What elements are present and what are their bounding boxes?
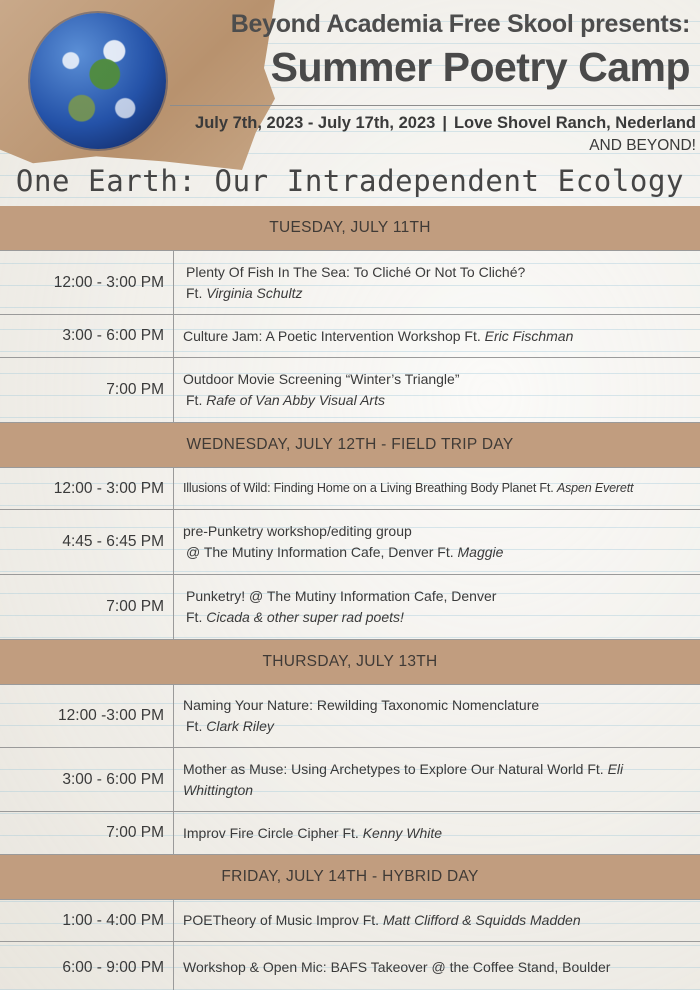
event-title: Improv Fire Circle Cipher Ft.: [183, 824, 359, 841]
event-description: [174, 685, 700, 747]
table-row: [0, 467, 700, 510]
facilitator-name: Cicada & other super rad poets!: [206, 609, 404, 625]
event-description: [174, 942, 700, 990]
and-beyond-text: AND BEYOND!: [589, 137, 696, 154]
event-time: 12:00 -3:00 PM: [0, 685, 174, 747]
event-facilitator: [183, 390, 696, 411]
event-description: [174, 468, 700, 509]
event-description: [174, 575, 700, 639]
day-header-wednesday: WEDNESDAY, JULY 12TH - FIELD TRIP DAY: [0, 423, 700, 467]
event-dates: July 7th, 2023 - July 17th, 2023: [195, 114, 436, 132]
table-row: [0, 748, 700, 812]
event-title-line: [183, 910, 696, 931]
facilitator-name: Rafe of Van Abby Visual Arts: [206, 392, 385, 408]
table-row: [0, 315, 700, 358]
facilitator-name: Maggie: [457, 544, 504, 560]
table-row: [0, 358, 700, 423]
event-title: Outdoor Movie Screening “Winter’s Triangle”: [183, 371, 460, 387]
event-time: 7:00 PM: [0, 575, 174, 639]
event-title: Workshop & Open Mic: BAFS Takeover @ the Coffee Stand, Boulder: [183, 959, 611, 975]
facilitator-name: Aspen Everett: [556, 481, 634, 495]
ft-prefix: @ The Mutiny Information Cafe, Denver Ft.: [186, 544, 454, 560]
ft-prefix: Ft.: [186, 392, 203, 408]
event-facilitator: [183, 716, 696, 737]
table-row: [0, 942, 700, 990]
event-description: [174, 510, 700, 574]
event-description: [174, 812, 700, 854]
facilitator-name: Eli: [607, 760, 624, 777]
facilitator-name: Virginia Schultz: [206, 284, 303, 301]
ft-prefix: Ft.: [186, 718, 203, 734]
day-header-tuesday: TUESDAY, JULY 11TH: [0, 206, 700, 250]
event-time: 12:00 - 3:00 PM: [0, 251, 174, 314]
event-location: Love Shovel Ranch, Nederland: [453, 114, 696, 132]
event-title: Naming Your Nature: Rewilding Taxonomic Nomenclature: [183, 697, 540, 713]
event-time: 6:00 - 9:00 PM: [0, 942, 174, 990]
theme-heading: One Earth: Our Intradependent Ecology: [15, 164, 685, 198]
table-row: [0, 684, 700, 748]
facilitator-name-continued: Whittington: [183, 781, 254, 798]
ft-prefix: Ft.: [186, 609, 203, 625]
event-title: Plenty Of Fish In The Sea: To Cliché Or Not To Cliché?: [186, 263, 526, 280]
table-row: [0, 575, 700, 640]
event-title-line: [183, 326, 696, 347]
event-description: [174, 748, 700, 811]
event-description: [174, 251, 700, 314]
day-header-thursday: THURSDAY, JULY 13TH: [0, 640, 700, 684]
event-description: [174, 358, 700, 422]
event-description: [174, 315, 700, 357]
event-time: 3:00 - 6:00 PM: [0, 315, 174, 357]
event-time: 1:00 - 4:00 PM: [0, 900, 174, 941]
event-title: pre-Punketry workshop/editing group: [183, 523, 412, 539]
presenter-line: Beyond Academia Free Skool presents:: [230, 10, 690, 38]
event-title: Culture Jam: A Poetic Intervention Workshop Ft.: [183, 327, 481, 344]
ft-prefix: Ft.: [186, 284, 203, 301]
event-title: POETheory of Music Improv Ft.: [183, 912, 380, 928]
event-time: 12:00 - 3:00 PM: [0, 468, 174, 509]
event-title: Punketry! @ The Mutiny Information Cafe, Denver: [186, 588, 497, 604]
header-divider: [170, 105, 700, 106]
facilitator-name: Eric Fischman: [484, 327, 574, 344]
event-title-line: [183, 759, 696, 780]
event-time: 7:00 PM: [0, 358, 174, 422]
event-facilitator: [183, 607, 696, 628]
facilitator-name: Kenny White: [362, 824, 443, 841]
event-title-continued: [183, 780, 696, 801]
event-title: Illusions of Wild: Finding Home on a Living Breathing Body Planet Ft.: [183, 481, 554, 495]
schedule-table: [0, 206, 700, 990]
day-header-friday: FRIDAY, JULY 14TH - HYBRID DAY: [0, 855, 700, 899]
table-row: [0, 899, 700, 942]
table-row: [0, 812, 700, 855]
page-title: Summer Poetry Camp: [270, 44, 690, 90]
dates-separator: |: [442, 114, 447, 132]
event-title-line: [183, 823, 696, 844]
earth-globe-icon: [30, 13, 166, 149]
event-time: 4:45 - 6:45 PM: [0, 510, 174, 574]
event-title: Mother as Muse: Using Archetypes to Explore Our Natural World Ft.: [183, 760, 604, 777]
dates-location-line: [170, 114, 696, 133]
event-time: 3:00 - 6:00 PM: [0, 748, 174, 811]
event-time: 7:00 PM: [0, 812, 174, 854]
table-row: [0, 510, 700, 575]
table-row: [0, 250, 700, 315]
event-facilitator: [183, 542, 696, 563]
facilitator-name: Clark Riley: [206, 718, 274, 734]
event-title-line: [183, 478, 696, 499]
facilitator-name: Matt Clifford & Squidds Madden: [382, 912, 581, 928]
event-facilitator: [183, 283, 696, 304]
event-description: [174, 900, 700, 941]
